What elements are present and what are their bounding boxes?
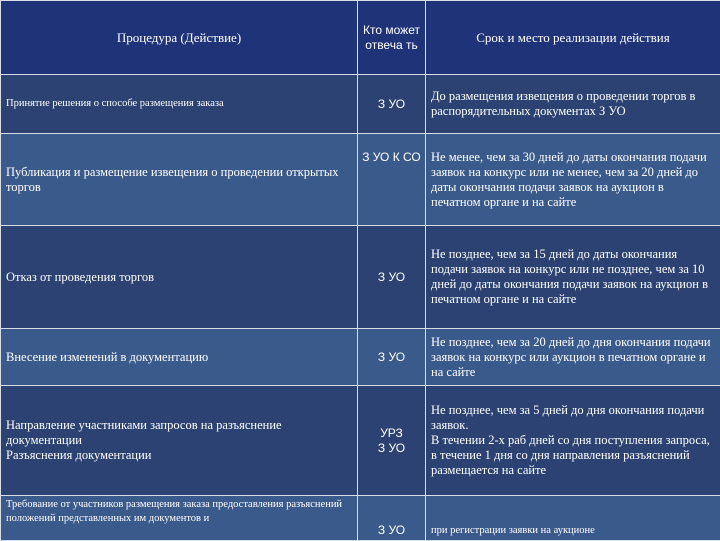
term-cell: Не менее, чем за 30 дней до даты окончания подачи заявок на конкурс или не менее, чем за 20 дней до даты окончания подачи заявок на аукцион в печатном органе и на сайте: [426, 134, 720, 226]
header-who: Кто может отвеча ть: [358, 1, 426, 75]
term-cell: Не позднее, чем за 15 дней до даты окончания подачи заявок на конкурс или не позднее, чем за 10 дней до даты окончания подачи заявок на аукцион в печатном органе и на сайте: [426, 226, 720, 329]
who-cell: З УО К СО: [358, 134, 426, 226]
table-row: [1, 496, 720, 541]
term-cell: Не позднее, чем за 20 дней до дня окончания подачи заявок на конкурс или аукцион в печатном органе и на сайте: [426, 329, 720, 386]
who-cell: З УО: [358, 75, 426, 134]
procedure-cell: Требование от участников размещения заказа предоставления разъяснений положений представленных им документов и: [1, 496, 358, 541]
term-line: В течении 2-х раб дней со дня поступления запроса, в течение 1 дня со дня направления разъяснений размещается на сайте: [431, 433, 715, 478]
procedure-line: Разъяснения документации: [6, 448, 352, 463]
procedure-cell: [1, 386, 358, 496]
term-cell: [426, 386, 720, 496]
term-cell: при регистрации заявки на аукционе: [426, 496, 720, 541]
who-line: З УО: [361, 441, 422, 456]
who-cell: З УО: [358, 496, 426, 541]
who-line: УРЗ: [361, 426, 422, 441]
procedure-cell: Внесение изменений в документацию: [1, 329, 358, 386]
who-cell: [358, 386, 426, 496]
term-cell: До размещения извещения о проведении торгов в распорядительных документах З УО: [426, 75, 720, 134]
table-row: [1, 226, 720, 329]
table-row: [1, 386, 720, 496]
who-cell: З УО: [358, 226, 426, 329]
procedure-cell: Отказ от проведения торгов: [1, 226, 358, 329]
header-procedure: Процедура (Действие): [1, 1, 358, 75]
header-row: [1, 1, 720, 75]
procedure-cell: Принятие решения о способе размещения заказа: [1, 75, 358, 134]
header-term: Срок и место реализации действия: [426, 1, 720, 75]
procedure-line: Направление участниками запросов на разъяснение документации: [6, 418, 352, 448]
table-row: [1, 329, 720, 386]
table-row: [1, 134, 720, 226]
term-line: Не позднее, чем за 5 дней до дня окончания подачи заявок.: [431, 403, 715, 433]
procedure-cell: Публикация и размещение извещения о проведении открытых торгов: [1, 134, 358, 226]
who-cell: З УО: [358, 329, 426, 386]
table-row: [1, 75, 720, 134]
